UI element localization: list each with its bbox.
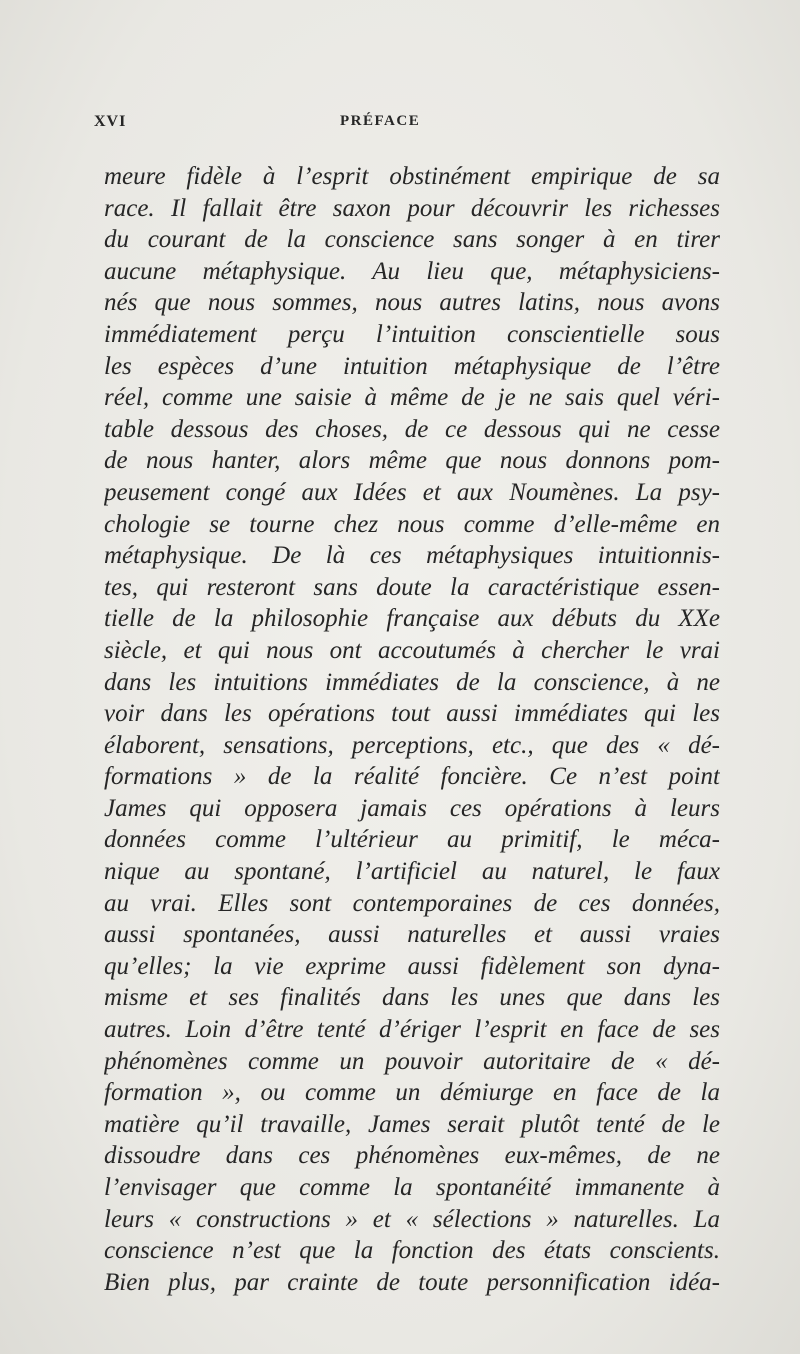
text-line: phénomènes comme un pouvoir autoritaire de « dé- — [104, 1047, 720, 1075]
text-line: élaborent, sensations, perceptions, etc., que des « dé- — [104, 731, 720, 759]
text-line: du courant de la conscience sans songer à en tirer — [104, 226, 720, 254]
text-line: race. Il fallait être saxon pour découvrir les richesses — [104, 194, 720, 222]
text-line: nique au spontané, l’artificiel au naturel, le faux — [104, 858, 720, 886]
text-line: matière qu’il travaille, James serait plutôt tenté de le — [104, 1110, 720, 1138]
text-line: formation », ou comme un démiurge en face de la — [104, 1079, 720, 1107]
text-line: de nous hanter, alors même que nous donnons pom- — [104, 447, 720, 475]
text-line: aussi spontanées, aussi naturelles et aussi vraies — [104, 921, 720, 949]
text-line: voir dans les opérations tout aussi immédiates qui les — [104, 700, 720, 728]
text-line: siècle, et qui nous ont accoutumés à chercher le vrai — [104, 636, 720, 664]
text-line: meure fidèle à l’esprit obstinément empirique de sa — [104, 163, 720, 190]
text-line: aucune métaphysique. Au lieu que, métaphysiciens- — [104, 257, 720, 285]
text-line: métaphysique. De là ces métaphysiques intuitionnis- — [104, 542, 720, 570]
text-line: Bien plus, par crainte de toute personnification idéa- — [104, 1268, 720, 1296]
text-line: l’envisager que comme la spontanéité immanente à — [104, 1174, 720, 1201]
text-line: dissoudre dans ces phénomènes eux-mêmes, de ne — [104, 1142, 720, 1170]
text-line: conscience n’est que la fonction des états conscients. — [104, 1237, 720, 1265]
text-line: dans les intuitions immédiates de la conscience, à ne — [104, 668, 720, 696]
text-line: autres. Loin d’être tenté d’ériger l’esprit en face de ses — [104, 1016, 720, 1044]
text-line: tielle de la philosophie française aux débuts du XXe — [104, 605, 720, 633]
text-line: James qui opposera jamais ces opérations à leurs — [104, 794, 720, 822]
text-line: réel, comme une saisie à même de je ne sais quel véri- — [104, 384, 720, 412]
text-line: tes, qui resteront sans doute la caractéristique essen- — [104, 573, 720, 601]
page-number: XVI — [94, 113, 127, 130]
text-line: les espèces d’une intuition métaphysique de l’être — [104, 352, 720, 380]
text-line: au vrai. Elles sont contemporaines de ces données, — [104, 889, 720, 917]
text-line: table dessous des choses, de ce dessous qui ne cesse — [104, 415, 720, 443]
text-line: nés que nous sommes, nous autres latins, nous avons — [104, 289, 720, 317]
text-line: peusement congé aux Idées et aux Noumènes. La psy- — [104, 478, 720, 506]
text-line: formations » de la réalité foncière. Ce n’est point — [104, 763, 720, 791]
text-line: qu’elles; la vie exprime aussi fidèlement son dyna- — [104, 952, 720, 980]
text-line: misme et ses finalités dans les unes que dans les — [104, 984, 720, 1012]
running-title: PRÉFACE — [340, 113, 421, 129]
text-line: immédiatement perçu l’intuition conscientielle sous — [104, 320, 720, 348]
text-line: leurs « constructions » et « sélections » naturelles. La — [104, 1205, 720, 1233]
text-line: données comme l’ultérieur au primitif, le méca- — [104, 826, 720, 854]
body-text — [104, 161, 720, 1298]
text-line: chologie se tourne chez nous comme d’elle-même en — [104, 510, 720, 538]
running-head — [0, 113, 800, 133]
